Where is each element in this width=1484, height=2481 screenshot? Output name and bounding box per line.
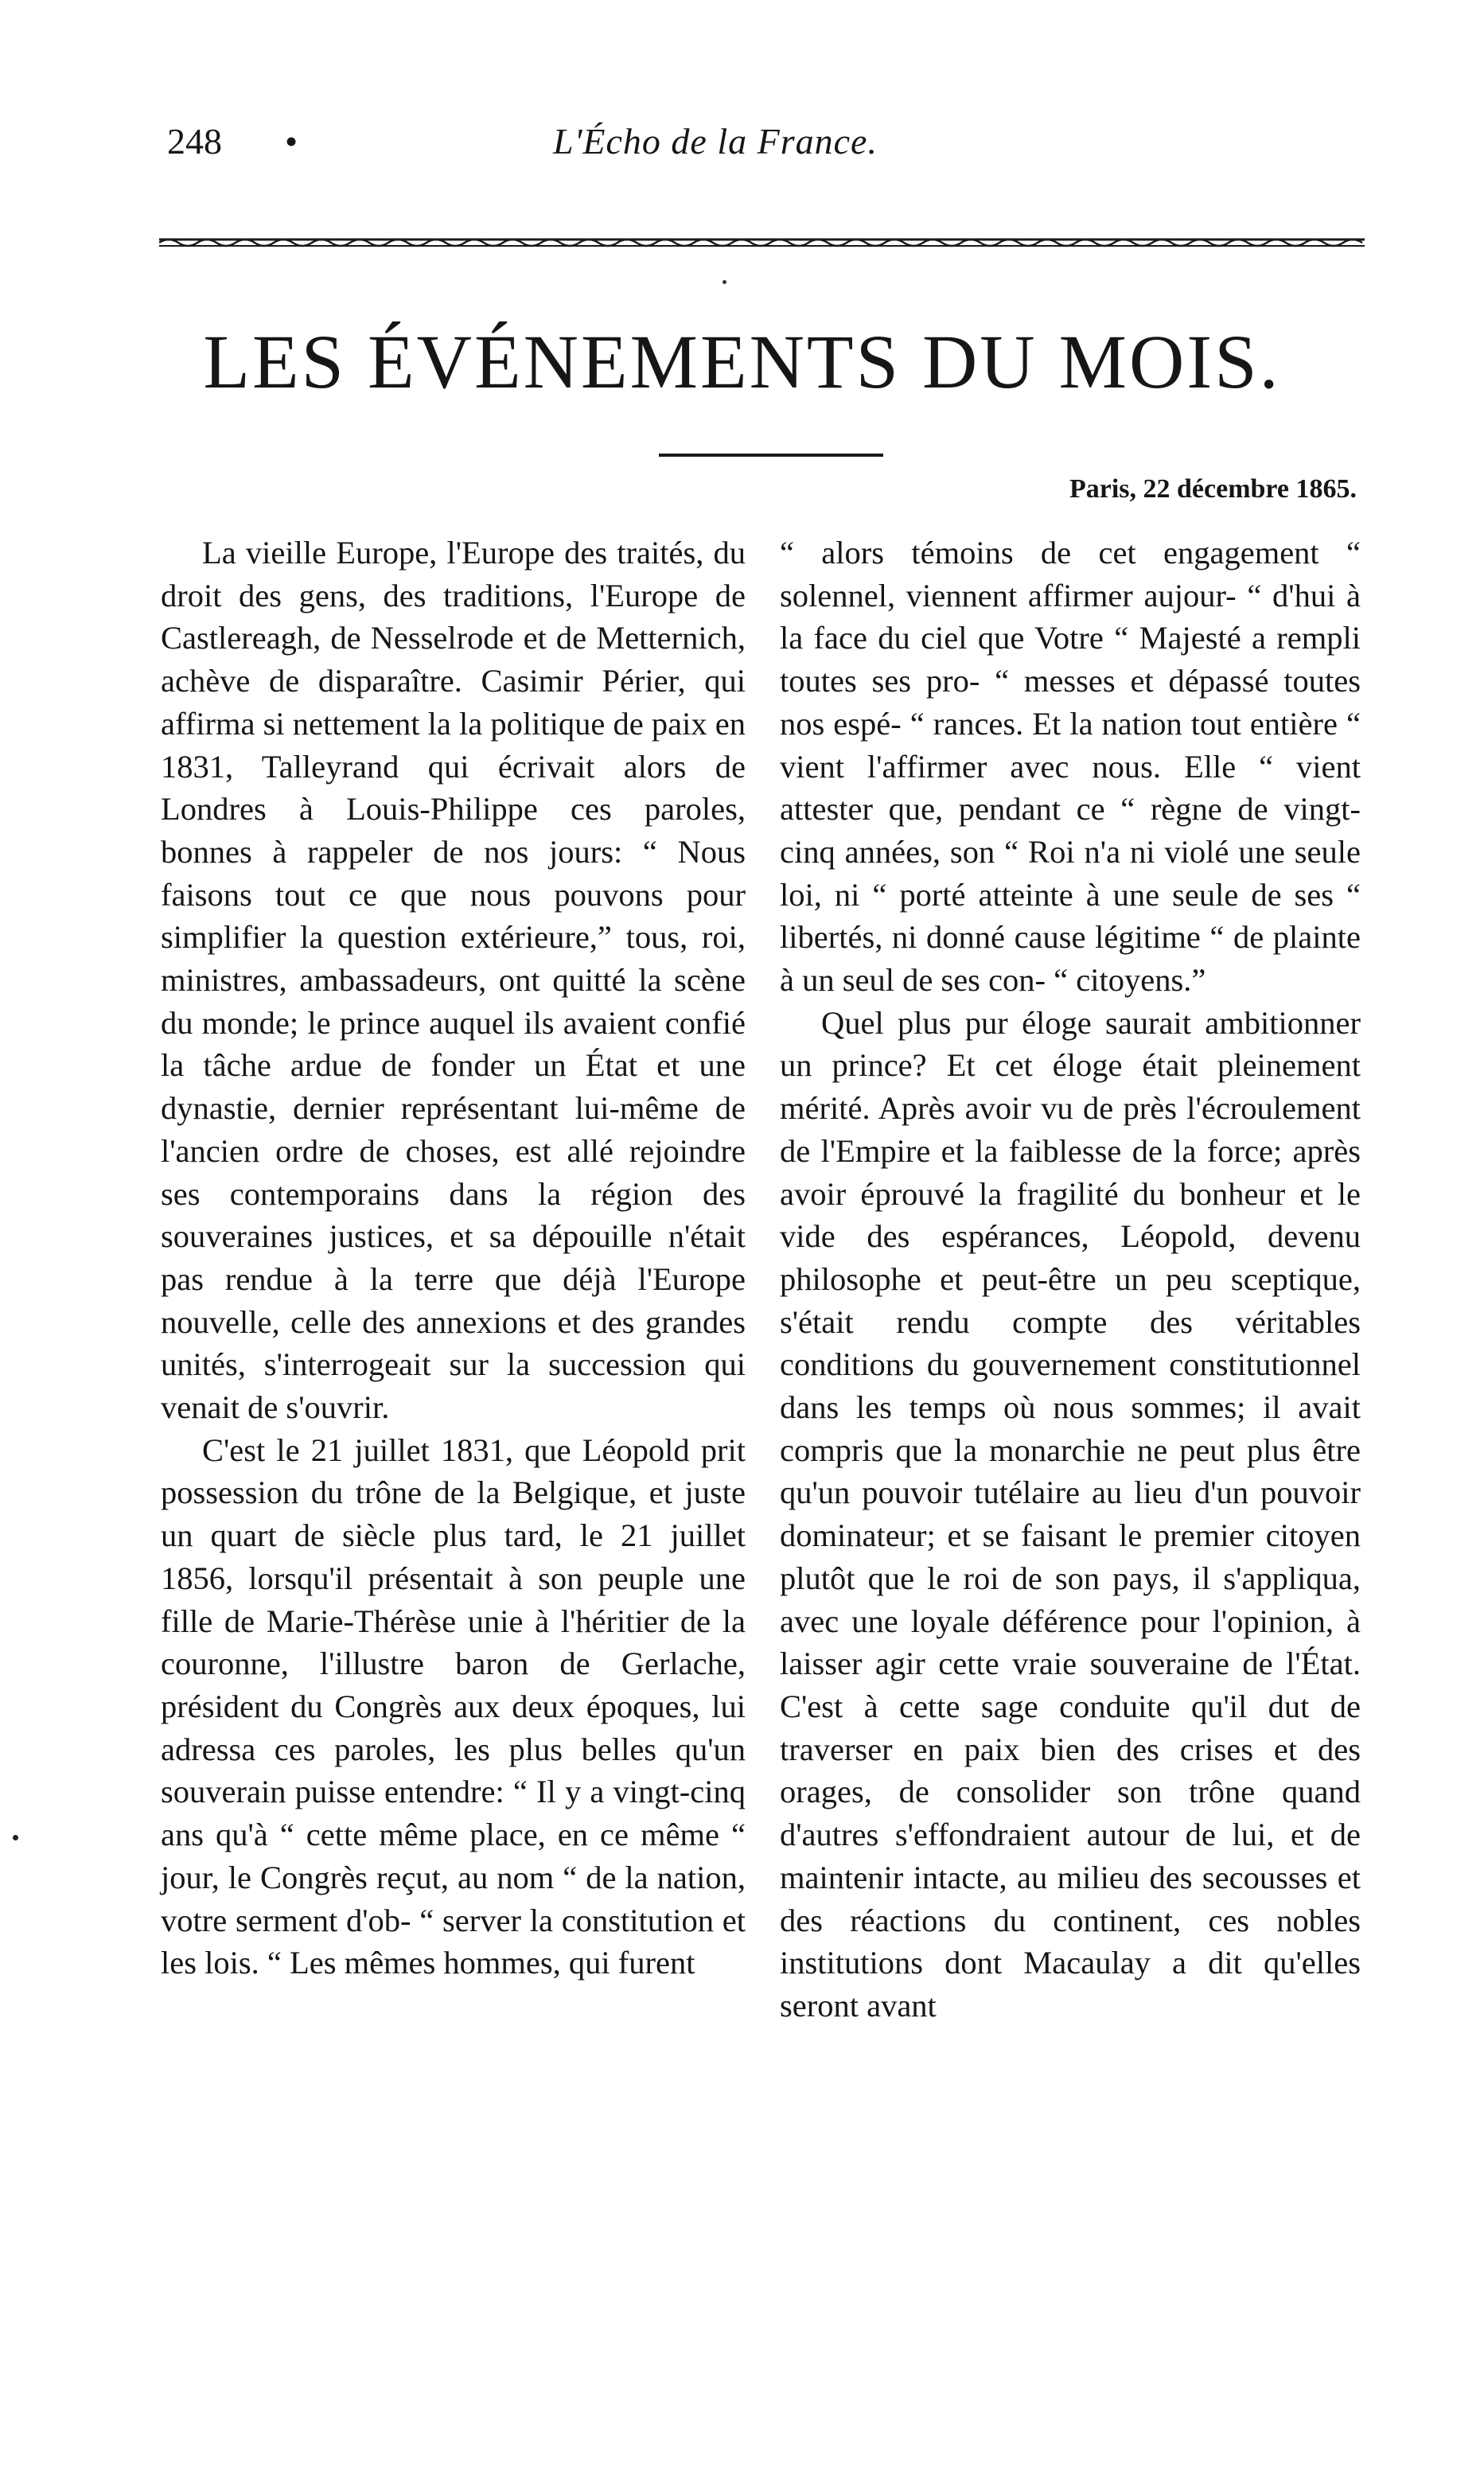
running-head xyxy=(159,116,1377,167)
right-paragraph-2: Quel plus pur éloge saurait ambitionner un prince? Et cet éloge était pleinement mérité. Après avoir vu de près l'écroulement de l'Empire et la faiblesse de la force; après avoir éprouvé la fragilité du bonheur et le vide des espérances, Léopold, devenu philosophe et peut-être un peu sceptique, s'était rendu compte des véritables conditions du gouvernement constitutionnel dans les temps où nous sommes; il avait compris que la monarchie ne peut plus être qu'un pouvoir tutélaire au lieu d'un pouvoir dominateur; et se faisant le premier citoyen plutôt que le roi de son pays, il s'appliqua, avec une loyale déférence pour l'opinion, à laisser agir cette vraie souveraine de l'État. C'est à cette sage conduite qu'il dut de traverser en paix bien des crises et des orages, de consolider son trône quand d'autres s'effondraient autour de lui, et de maintenir intacte, au milieu des secousses et des réactions du continent, ces nobles institutions dont Macaulay a dit qu'elles seront avant xyxy=(780,1004,1361,2023)
left-paragraph-2: C'est le 21 juillet 1831, que Léopold prit possession du trône de la Belgique, et juste un quart de siècle plus tard, le 21 juillet 1856, lorsqu'il présentait à son peuple une fille de Marie-Thérèse unie à l'héritier de la couronne, l'illustre baron de Gerlache, président du Congrès aux deux époques, lui adressa ces paroles, les plus belles qu'un souverain puisse entendre: “ Il y a vingt-cinq ans qu'à “ cette même place, en ce même “ jour, le Congrès reçut, au nom “ de la nation, votre serment d'ob- “ server la constitution et les lois. “ Les mêmes hommes, qui furent xyxy=(161,1431,746,1981)
page-number: 248 xyxy=(167,121,222,162)
journal-title: L'Écho de la France. xyxy=(553,121,878,162)
bullet-mark: • xyxy=(285,121,298,162)
left-paragraph-1: La vieille Europe, l'Europe des traités, du droit des gens, des traditions, l'Europe de Castlereagh, de Nesselrode et de Metternich, achève de disparaître. Casimir Périer, qui affirma si nettement la la politique de paix en 1831, Talleyrand qui écrivait alors de Londres à Louis-Philippe ces paroles, bonnes à rappeler de nos jours: “ Nous faisons tout ce que nous pouvons pour simplifier la question extérieure,” tous, roi, ministres, ambassadeurs, ont quitté la scène du monde; le prince auquel ils avaient confié la tâche ardue de fonder un État et une dynastie, dernier représentant lui-même de l'ancien ordre de choses, est allé rejoindre ses contemporains dans la région des souveraines justices, et sa dépouille n'était pas rendue à la terre que déjà l'Europe nouvelle, celle des annexions et des grandes unités, s'interrogeait sur la succession qui venait de s'ouvrir. xyxy=(161,535,746,1426)
dateline: Paris, 22 décembre 1865. xyxy=(1069,474,1357,504)
margin-speck xyxy=(13,1835,18,1840)
print-speck xyxy=(723,280,726,284)
ornamental-rule xyxy=(159,233,1365,251)
right-paragraph-1: “ alors témoins de cet engagement “ solennel, viennent affirmer aujour- “ d'hui à la face du ciel que Votre “ Majesté a rempli toutes ses pro- “ messes et dépassé toutes nos espé- “ rances. Et la nation tout entière “ vient l'affirmer avec nous. Elle “ vient attester que, pendant ce “ règne de vingt-cinq années, son “ Roi n'a ni violé une seule loi, ni “ porté atteinte à une seule de ses “ libertés, ni donné cause légitime “ de plainte à un seul de ses con- “ citoyens.” xyxy=(780,535,1361,999)
article-title: LES ÉVÉNEMENTS DU MOIS. xyxy=(203,319,1281,404)
left-column xyxy=(161,532,746,1984)
right-column xyxy=(780,532,1361,2027)
title-rule xyxy=(659,454,883,457)
